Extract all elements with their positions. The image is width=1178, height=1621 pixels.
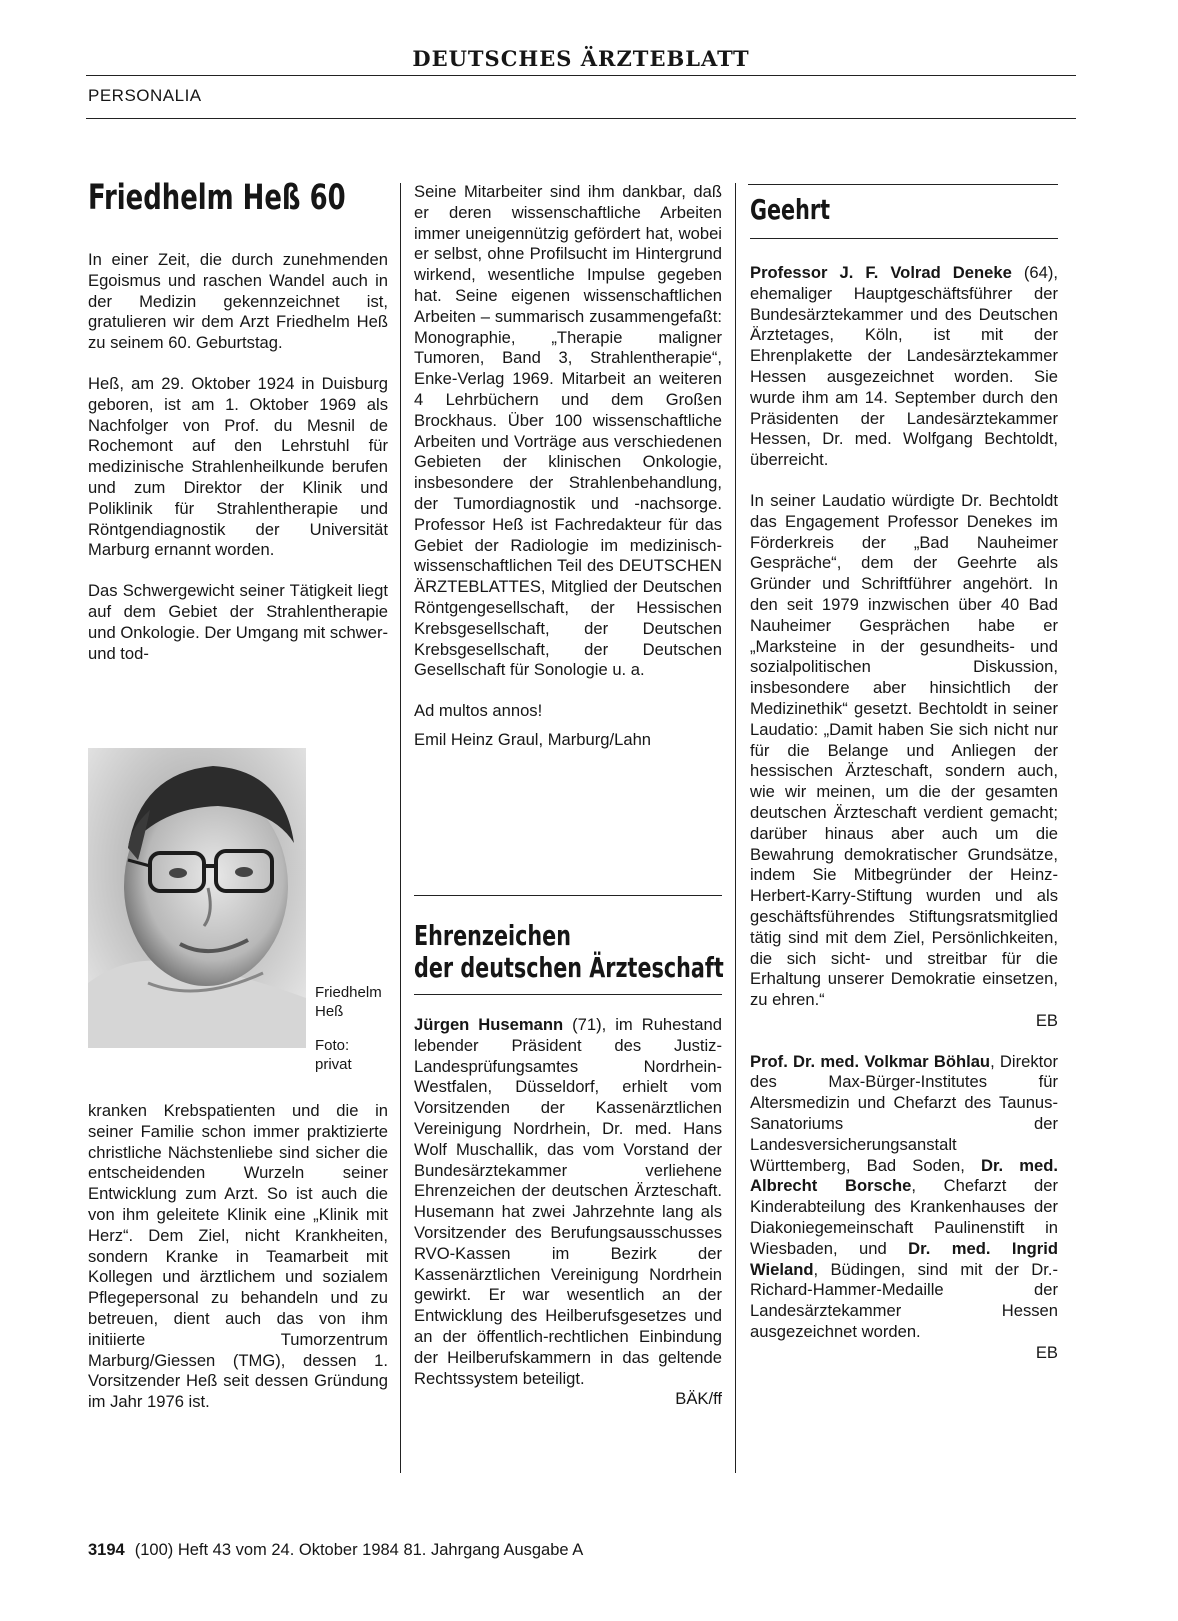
column-2-article-2 — [414, 920, 722, 1410]
article-paragraph: Prof. Dr. med. Volkmar Böhlau, Direktor des Max-Bürger-Institutes für Altersmedizin und Chefarzt des Taunus-Sanatoriums der Landesversicherungsanstalt Württemberg, Bad Soden, Dr. med. Albrecht Borsche, Chefarzt der Kinderabteilung des Krankenhauses der Diakoniegemeinschaft Paulinenstift in Wiesbaden, und Dr. med. Ingrid Wieland, Büdingen, sind mit der Dr.-Richard-Hammer-Medaille der Landesärztekammer Hessen ausgezeichnet worden. — [750, 1051, 1058, 1342]
page-number: 3194 — [88, 1541, 125, 1559]
section-rule — [86, 118, 1076, 119]
article-signature: BÄK/ff — [675, 1389, 722, 1409]
column-1-continued — [88, 1101, 388, 1433]
column-1 — [88, 178, 388, 684]
photo-caption-name: Friedhelm Heß — [315, 984, 382, 1020]
column-2 — [414, 182, 722, 771]
article-paragraph: Das Schwergewicht seiner Tätigkeit liegt auf dem Gebiet der Strahlentherapie und Onkologie. Der Umgang mit schwer- und tod- — [88, 581, 388, 663]
article-paragraph: Professor J. F. Volrad Deneke (64), ehemaliger Hauptgeschäftsführer der Bundesärztekammer und des Deutschen Ärztetages, Köln, ist mit der Ehrenplakette der Landesärztekammer Hessen ausgezeichnet worden. Sie wurde ihm am 14. September durch den Präsidenten der Landesärztekammer Hessen, Dr. med. Wolfgang Bechtoldt, überreicht. — [750, 263, 1059, 470]
honoree-name: Dr. med. Ingrid Wieland — [750, 1238, 1058, 1279]
photo-caption-credit: Foto: privat — [315, 1037, 352, 1073]
column-divider — [735, 183, 736, 1473]
article-signature: EB — [1035, 1342, 1058, 1362]
article-title-geehrt: Geehrt — [750, 193, 830, 226]
section-divider — [748, 184, 1058, 185]
article-paragraph: Heß, am 29. Oktober 1924 in Duisburg geboren, ist am 1. Oktober 1969 als Nachfolger von Prof. du Mesnil de Rochemont auf den Lehrstuhl für medizinische Strahlenheilkunde berufen und zum Direktor der Klinik und Poliklinik für Strahlentherapie und Röntgendiagnostik der Universität Marburg ernannt worden. — [88, 373, 388, 560]
portrait-photo — [88, 748, 306, 1048]
article-author: Emil Heinz Graul, Marburg/Lahn — [414, 729, 652, 749]
article-paragraph: kranken Krebspatienten und die in seiner Familie schon immer praktizierte christliche Nächstenliebe sind sicher die entscheidenden Wurzeln seiner Entwicklung zum Arzt. So ist auch die von ihm geleitete Klinik eine „Klinik mit Herz“. Dem Ziel, nicht Krankheiten, sondern Kranke in Teamarbeit mit Kollegen und ärztlichem und sozialem Pflegepersonal zu behandeln und zu betreuen, dient auch das von ihm initiierte Tumorzentrum Marburg/Giessen (TMG), dessen 1. Vorsitzender Heß seit dessen Gründung im Jahr 1976 ist. — [88, 1101, 388, 1412]
article-paragraph: Jürgen Husemann (71), im Ruhestand lebender Präsident des Justiz-Landesprüfungsamtes Nordrhein-Westfalen, Düsseldorf, erhielt vom Vorsitzenden der Kassenärztlichen Vereinigung Nordrhein, Dr. med. Hans Wolf Muschallik, das vom Vorstand der Bundesärztekammer verliehene Ehrenzeichen der deutschen Ärzteschaft. Husemann hat zwei Jahrzehnte lang als Vorsitzender des Berufungsausschusses RVO-Kassen im Bezirk der Kassenärztlichen Vereinigung Nordrhein gewirkt. Er war wesentlich an der Entwicklung des Heilberufsgesetzes und an der öffentlich-rechtlichen Einbindung der Heilberufskammern in das geltende Rechtssystem beteiligt. — [414, 1015, 722, 1388]
masthead-rule — [86, 75, 1076, 76]
honoree-name: Prof. Dr. med. Volkmar Böhlau — [750, 1051, 991, 1071]
column-divider — [400, 183, 401, 1473]
honoree-name: Professor J. F. Volrad Deneke — [750, 263, 1012, 282]
article-closing: Ad multos annos! — [414, 701, 543, 721]
article-title-ehrenzeichen: Ehrenzeichen der deutschen Ärzteschaft — [414, 919, 724, 984]
title-rule — [414, 994, 722, 995]
issue-info: (100) Heft 43 vom 24. Oktober 1984 81. Jahrgang Ausgabe A — [134, 1541, 584, 1559]
column-3 — [750, 194, 1058, 1364]
article-paragraph: Seine Mitarbeiter sind ihm dankbar, daß er deren wissenschaftliche Arbeiten immer uneigennützig gefördert hat, wobei er selbst, ohne Profilsucht im Hintergrund wirkend, wesentliche Impulse gegeben hat. Seine eigenen wissenschaftlichen Arbeiten – summarisch zusammengefaßt: Monographie, „Therapie maligner Tumoren, Band 3, Strahlentherapie“, Enke-Verlag 1969. Mitarbeit an weiteren 4 Lehrbüchern und dem Großen Brockhaus. Über 100 wissenschaftliche Arbeiten und Vorträge aus verschiedenen Gebieten der klinischen Onkologie, insbesondere der Strahlenbehandlung, der Tumordiagnostik und -nachsorge. Professor Heß ist Fachredakteur für das Gebiet der Radiologie im medizinisch-wissenschaftlichen Teil des DEUTSCHEN ÄRZTEBLATTES, Mitglied der Deutschen Röntgengesellschaft, der Hessischen Krebsgesellschaft, der Deutschen Krebsgesellschaft, der Deutschen Gesellschaft für Sonologie u. a. — [414, 182, 722, 680]
honoree-name: Dr. med. Albrecht Borsche — [750, 1155, 1058, 1196]
masthead: DEUTSCHES ÄRZTEBLATT — [412, 46, 750, 71]
article-paragraph: In seiner Laudatio würdigte Dr. Bechtoldt das Engagement Professor Denekes im Förderkreis der „Bad Nauheimer Gespräche“, dem der Geehrte als Gründer und Schriftführer angehört. In den seit 1979 inzwischen über 40 Bad Nauheimer Gesprächen habe er „Marksteine in der gesundheits- und sozialpolitischen Diskussion, insbesondere aber hinsichtlich der Medizinethik“ gesetzt. Bechtoldt in seiner Laudatio: „Damit haben Sie sich nicht nur für die Belange und Anliegen der hessischen Ärzteschaft, sondern auch, wie wir meinen, um die der gesamten deutschen Ärzteschaft verdient gemacht; darüber hinaus aber auch um die Bewahrung demokratischer Grundsätze, indem Sie Mitbegründer der Heinz-Herbert-Karry-Stiftung wurden und als geschäftsführendes Stiftungsratsmitglied tätig sind mit dem Ziel, Persönlichkeiten, die sich sicht- und streitbar für die Erhaltung unserer Demokratie einsetzen, zu ehren.“ — [750, 490, 1058, 1010]
page-footer — [88, 1541, 583, 1560]
article-paragraph: In einer Zeit, die durch zunehmenden Egoismus und raschen Wandel auch in der Medizin gekennzeichnet ist, gratulieren wir dem Arzt Friedhelm Heß zu seinem 60. Geburtstag. — [88, 250, 388, 353]
section-divider — [414, 895, 722, 896]
title-rule — [750, 238, 1058, 239]
honoree-name: Jürgen Husemann — [414, 1015, 564, 1034]
article-title-hess: Friedhelm Heß 60 — [88, 178, 346, 218]
article-signature: EB — [1035, 1010, 1058, 1030]
section-label: PERSONALIA — [88, 86, 202, 105]
